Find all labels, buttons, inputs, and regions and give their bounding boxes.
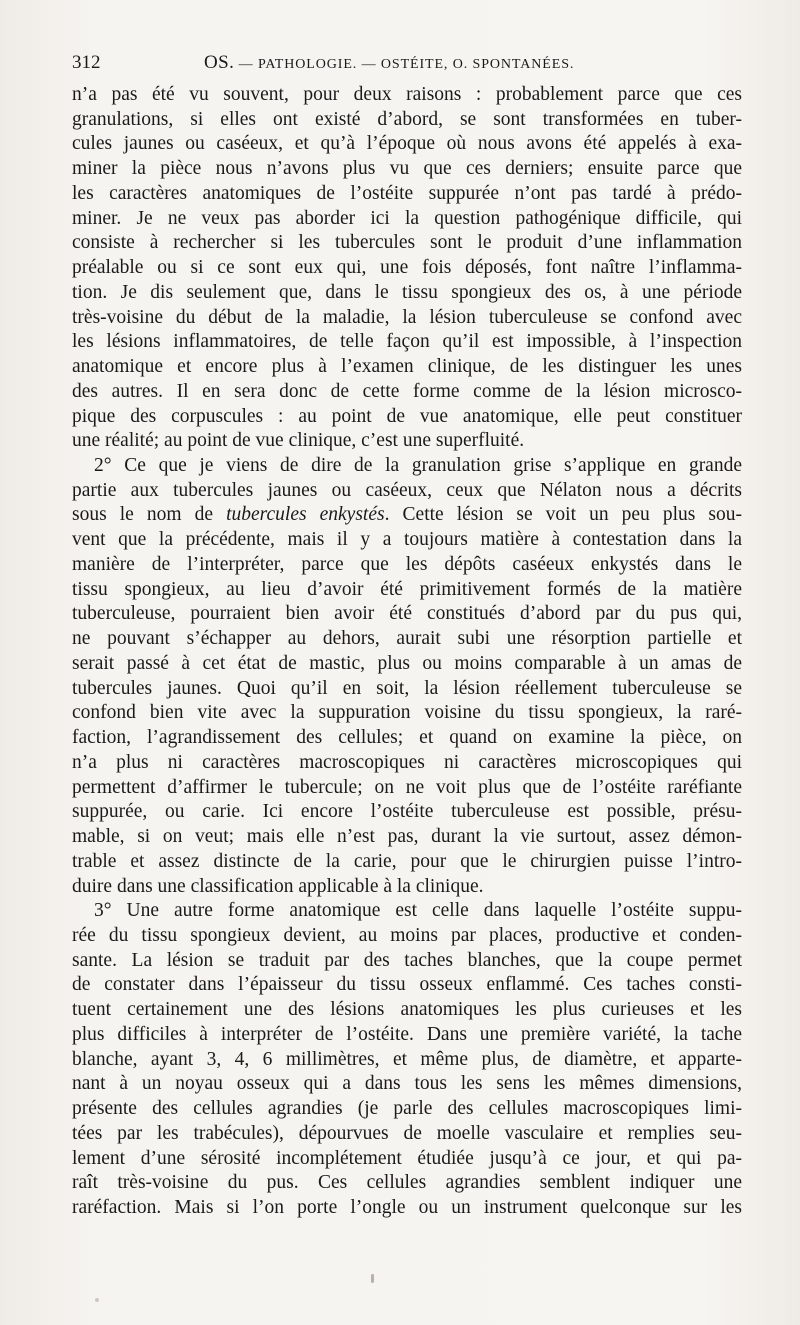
text-line: partie aux tubercules jaunes ou caséeux, ceux que Nélaton nous a décrits <box>72 479 742 501</box>
running-header <box>72 52 742 76</box>
text-line: faction, l’agrandissement des cellules; et quand on examine la pièce, on <box>72 727 742 749</box>
text-line: très-voisine du début de la maladie, la lésion tuberculeuse se confond avec <box>72 306 742 328</box>
text-line: tées par les trabécules), dépourvues de moelle vasculaire et remplies seu- <box>72 1122 742 1144</box>
text-line: confond bien vite avec la suppuration voisine du tissu spongieux, la raré- <box>72 702 742 724</box>
text-line: nant à un noyau osseux qui a dans tous les sens les mêmes dimensions, <box>72 1073 742 1095</box>
text-line: n’a pas été vu souvent, pour deux raisons : probablement parce que ces <box>72 84 742 105</box>
text-line: présente des cellules agrandies (je parle des cellules macroscopiques limi- <box>72 1098 742 1120</box>
text-line: tuberculeuse, pourraient bien avoir été constitués d’abord par du pus qui, <box>72 603 742 625</box>
text-line: serait passé à cet état de mastic, plus ou moins comparable à un amas de <box>72 652 742 674</box>
running-title <box>204 52 574 74</box>
paper-speck <box>371 1274 374 1283</box>
text-line: mable, si on veut; mais elle n’est pas, durant la vie surtout, assez démon- <box>72 826 742 848</box>
text-line: sante. La lésion se traduit par des taches blanches, que la coupe permet <box>72 949 742 971</box>
page-number: 312 <box>72 52 101 73</box>
text-line: les caractères anatomiques de l’ostéite suppurée n’ont pas tardé à prédo- <box>72 182 742 204</box>
text-line: 2° Ce que je viens de dire de la granulation grise s’applique en grande <box>94 455 742 477</box>
text-line: plus difficiles à interpréter de l’ostéite. Dans une première variété, la tache <box>72 1023 742 1045</box>
running-title-rest: — PATHOLOGIE. — OSTÉITE, O. SPONTANÉES. <box>234 57 575 72</box>
text-line: ne pouvant s’échapper au dehors, aurait subi une résorption partielle et <box>72 628 742 650</box>
text-segment: sous le nom de <box>72 504 227 526</box>
text-line: miner. Je ne veux pas aborder ici la question pathogénique difficile, qui <box>72 207 742 229</box>
body-text <box>72 83 742 1221</box>
text-line: tissu spongieux, au lieu d’avoir été primitivement formés de la matière <box>72 578 742 600</box>
text-line: rée du tissu spongieux devient, au moins par places, productive et conden- <box>72 924 742 946</box>
text-line: granulations, si elles ont existé d’abord, se sont transformées en tuber- <box>72 108 742 130</box>
text-line: vent que la précédente, mais il y a toujours matière à contestation dans la <box>72 529 742 551</box>
text-line: trable et assez distincte de la carie, pour que le chirurgien puisse l’intro- <box>72 850 742 872</box>
text-segment: . Cette lésion se voit un peu plus sou- <box>384 504 742 526</box>
text-line: raréfaction. Mais si l’on porte l’ongle ou un instrument quelconque sur les <box>72 1197 742 1219</box>
text-line: n’a plus ni caractères macroscopiques ni caractères microscopiques qui <box>72 751 742 773</box>
text-line: manière de l’interpréter, parce que les dépôts caséeux enkystés dans le <box>72 553 742 575</box>
text-line: tuent certainement une des lésions anatomiques les plus curieuses et les <box>72 999 742 1021</box>
text-line: miner la pièce nous n’avons plus vu que ces derniers; ensuite parce que <box>72 158 742 180</box>
italic-term: tubercules enkystés <box>226 504 385 526</box>
text-line: les lésions inflammatoires, de telle façon qu’il est impossible, à l’inspection <box>72 331 742 353</box>
paper-speck <box>95 1298 99 1302</box>
text-line: pique des corpuscules : au point de vue anatomique, elle peut constituer <box>72 405 742 427</box>
text-line: duire dans une classification applicable à la clinique. <box>72 875 484 897</box>
text-line: raît très-voisine du pus. Ces cellules agrandies semblent indiquer une <box>72 1172 742 1194</box>
text-line: préalable ou si ce sont eux qui, une fois déposés, font naître l’inflamma- <box>72 257 742 279</box>
text-line: des autres. Il en sera donc de cette forme comme de la lésion microsco- <box>72 380 742 402</box>
text-line: anatomique et encore plus à l’examen clinique, de les distinguer les unes <box>72 356 742 378</box>
text-line: blanche, ayant 3, 4, 6 millimètres, et même plus, de diamètre, et apparte- <box>72 1048 742 1070</box>
text-line: tubercules jaunes. Quoi qu’il en soit, la lésion réellement tuberculeuse se <box>72 677 742 699</box>
text-line: de constater dans l’épaisseur du tissu osseux enflammé. Ces taches consti- <box>72 974 742 996</box>
text-line: cules jaunes ou caséeux, et qu’à l’époque où nous avons été appelés à exa- <box>72 133 742 155</box>
running-title-os: OS. <box>204 52 235 73</box>
text-line-with-italic <box>72 503 742 528</box>
text-line: permettent d’affirmer le tubercule; on ne voit plus que de l’ostéite raréfiante <box>72 776 742 798</box>
text-line: tion. Je dis seulement que, dans le tissu spongieux des os, à une période <box>72 281 742 303</box>
text-line: suppurée, ou carie. Ici encore l’ostéite tuberculeuse est possible, présu- <box>72 801 742 823</box>
text-line: 3° Une autre forme anatomique est celle dans laquelle l’ostéite suppu- <box>94 900 742 922</box>
text-line: une réalité; au point de vue clinique, c’est une superfluité. <box>72 430 525 452</box>
text-line: consiste à rechercher si les tubercules sont le produit d’une inflammation <box>72 232 742 254</box>
text-line: lement d’une sérosité incomplétement étudiée jusqu’à ce jour, et qui pa- <box>72 1147 742 1169</box>
